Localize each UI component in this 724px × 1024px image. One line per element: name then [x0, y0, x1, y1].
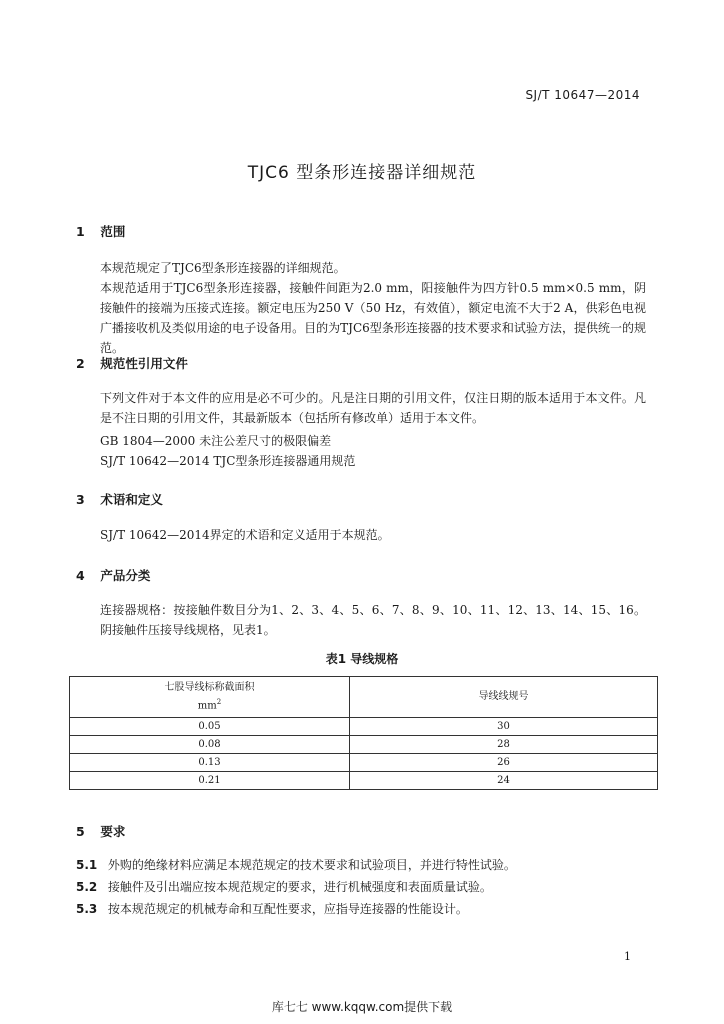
clause-number: 5.3	[76, 902, 98, 916]
section-number: 1	[76, 224, 85, 239]
table-row	[70, 718, 658, 736]
column-header-gauge: 导线线规号	[350, 677, 658, 718]
table-row	[70, 736, 658, 754]
clause-text: 按本规范规定的机械寿命和互配性要求，应指导连接器的性能设计。	[107, 902, 468, 916]
table-caption: 表1 导线规格	[325, 652, 399, 666]
download-footer: 库七七 www.kqqw.com提供下载	[271, 1000, 453, 1014]
reference-2: SJ/T 10642—2014 TJC型条形连接器通用规范	[100, 454, 356, 468]
table-row	[70, 754, 658, 772]
section-number: 3	[76, 492, 85, 507]
section-title: 规范性引用文件	[100, 356, 188, 371]
section-title: 产品分类	[100, 568, 151, 583]
section-title: 范围	[100, 224, 126, 239]
requirement-5-3	[76, 900, 468, 917]
table-header-row	[70, 677, 658, 718]
paragraph-text: 本规范适用于TJC6型条形连接器，接触件间距为2.0 mm，阳接触件为四方针0.5 mm×0.5 mm，阴接触件的接端为压接式连接。额定电压为250 V（50 Hz，有效值），额定电流不大于2 A，供彩色电视广播接收机及类似用途的电子设备用。目的为TJC6型条形连接器的技术要求和试验方法，提供统一的规范。	[100, 281, 646, 355]
section-1-heading	[76, 222, 125, 240]
section-title: 要求	[100, 824, 126, 839]
cell-cross-section: 0.21	[70, 772, 350, 790]
requirement-5-2	[76, 878, 492, 895]
section-title: 术语和定义	[100, 492, 163, 507]
clause-number: 5.1	[76, 858, 98, 872]
document-title: TJC6 型条形连接器详细规范	[247, 163, 477, 183]
section-4-paragraph-1	[76, 600, 646, 640]
page-number: 1	[624, 950, 631, 963]
cell-gauge: 24	[350, 772, 658, 790]
section-1-paragraph-1	[76, 258, 646, 278]
column-header-cross-section	[70, 677, 350, 718]
cell-cross-section: 0.13	[70, 754, 350, 772]
table-row	[70, 772, 658, 790]
section-3-paragraph-1: SJ/T 10642—2014界定的术语和定义适用于本规范。	[100, 528, 390, 542]
clause-text: 接触件及引出端应按本规范规定的要求，进行机械强度和表面质量试验。	[107, 880, 492, 894]
section-number: 2	[76, 356, 85, 371]
cell-gauge: 26	[350, 754, 658, 772]
requirement-5-1	[76, 856, 516, 873]
clause-text: 外购的绝缘材料应满足本规范规定的技术要求和试验项目，并进行特性试验。	[107, 858, 516, 872]
unit-superscript: 2	[216, 697, 222, 706]
header-text: 七股导线标称截面积	[164, 681, 255, 693]
section-3-heading	[76, 490, 163, 508]
section-number: 5	[76, 824, 85, 839]
wire-spec-table	[69, 676, 658, 790]
cell-gauge: 30	[350, 718, 658, 736]
cell-cross-section: 0.08	[70, 736, 350, 754]
cell-gauge: 28	[350, 736, 658, 754]
section-2-heading	[76, 354, 188, 372]
unit-text: mm	[197, 700, 217, 712]
section-1-paragraph-2	[76, 278, 646, 358]
paragraph-text: 连接器规格：按接触件数目分为1、2、3、4、5、6、7、8、9、10、11、12、13、14、15、16。阴接触件压接导线规格，见表1。	[100, 603, 646, 637]
paragraph-text: 下列文件对于本文件的应用是必不可少的。凡是注日期的引用文件，仅注日期的版本适用于本文件。凡是不注日期的引用文件，其最新版本（包括所有修改单）适用于本文件。	[100, 391, 646, 425]
standard-code: SJ/T 10647—2014	[525, 88, 640, 102]
cell-cross-section: 0.05	[70, 718, 350, 736]
paragraph-text: 本规范规定了TJC6型条形连接器的详细规范。	[100, 261, 346, 275]
reference-1: GB 1804—2000 未注公差尺寸的极限偏差	[100, 434, 332, 448]
section-5-heading	[76, 822, 125, 840]
section-4-heading	[76, 566, 150, 584]
clause-number: 5.2	[76, 880, 98, 894]
section-number: 4	[76, 568, 85, 583]
section-2-paragraph-1	[76, 388, 646, 428]
